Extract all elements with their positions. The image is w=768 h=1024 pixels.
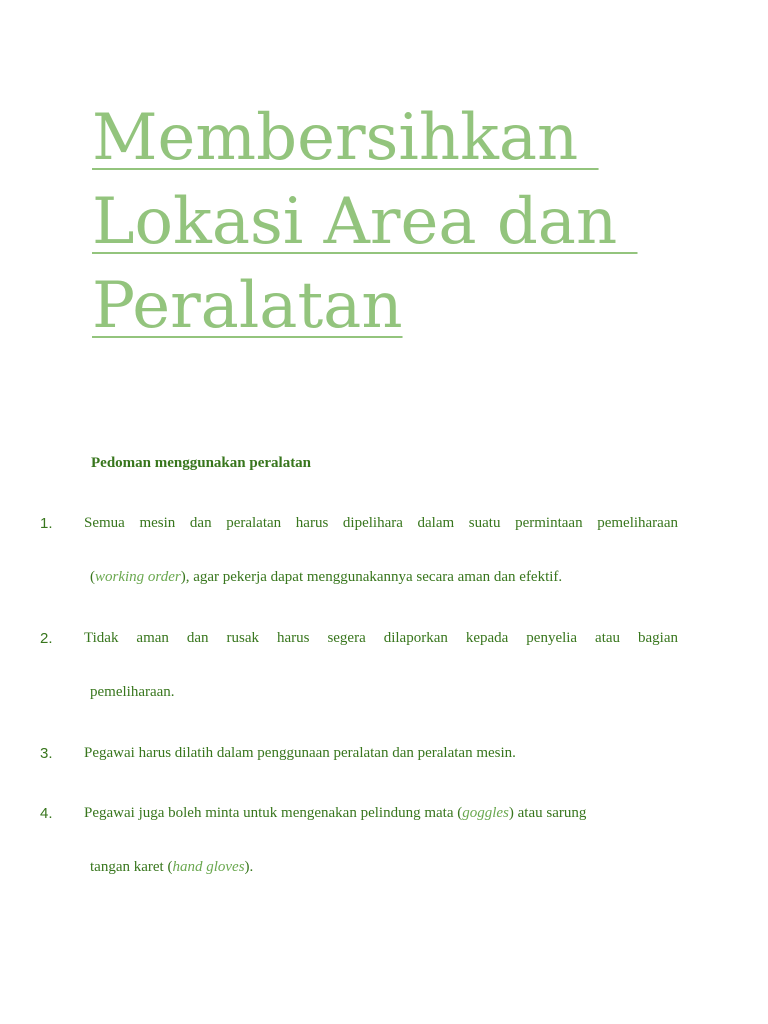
italic-term: goggles — [462, 805, 509, 821]
title-line-3: Peralatan — [92, 269, 403, 343]
list-number: 2. — [40, 630, 53, 647]
list-number: 1. — [40, 515, 53, 532]
list-item-text: Tidak aman dan rusak harus segera dilaporkan kepada penyelia atau bagian — [84, 630, 678, 646]
list-item-text-continued: pemeliharaan. — [90, 684, 175, 700]
list-number: 4. — [40, 805, 53, 822]
italic-term: hand gloves — [172, 859, 245, 875]
title-line-2: Lokasi Area dan — [92, 185, 638, 259]
title-line-1: Membersihkan — [92, 101, 599, 175]
list-number: 3. — [40, 745, 53, 762]
list-item-text: Pegawai harus dilatih dalam penggunaan peralatan dan peralatan mesin. — [84, 745, 516, 761]
list-item-text: Semua mesin dan peralatan harus dipelihara dalam suatu permintaan pemeliharaan — [84, 515, 678, 531]
document-title — [92, 96, 712, 348]
section-subheading: Pedoman menggunakan peralatan — [91, 455, 312, 471]
italic-term: working order — [95, 569, 181, 585]
list-item-text-continued: (working order), agar pekerja dapat menggunakannya secara aman dan efektif. — [90, 569, 563, 585]
list-item-text-continued: tangan karet (hand gloves). — [90, 859, 254, 875]
list-item-text: Pegawai juga boleh minta untuk mengenakan pelindung mata (goggles) atau sarung — [84, 805, 587, 821]
